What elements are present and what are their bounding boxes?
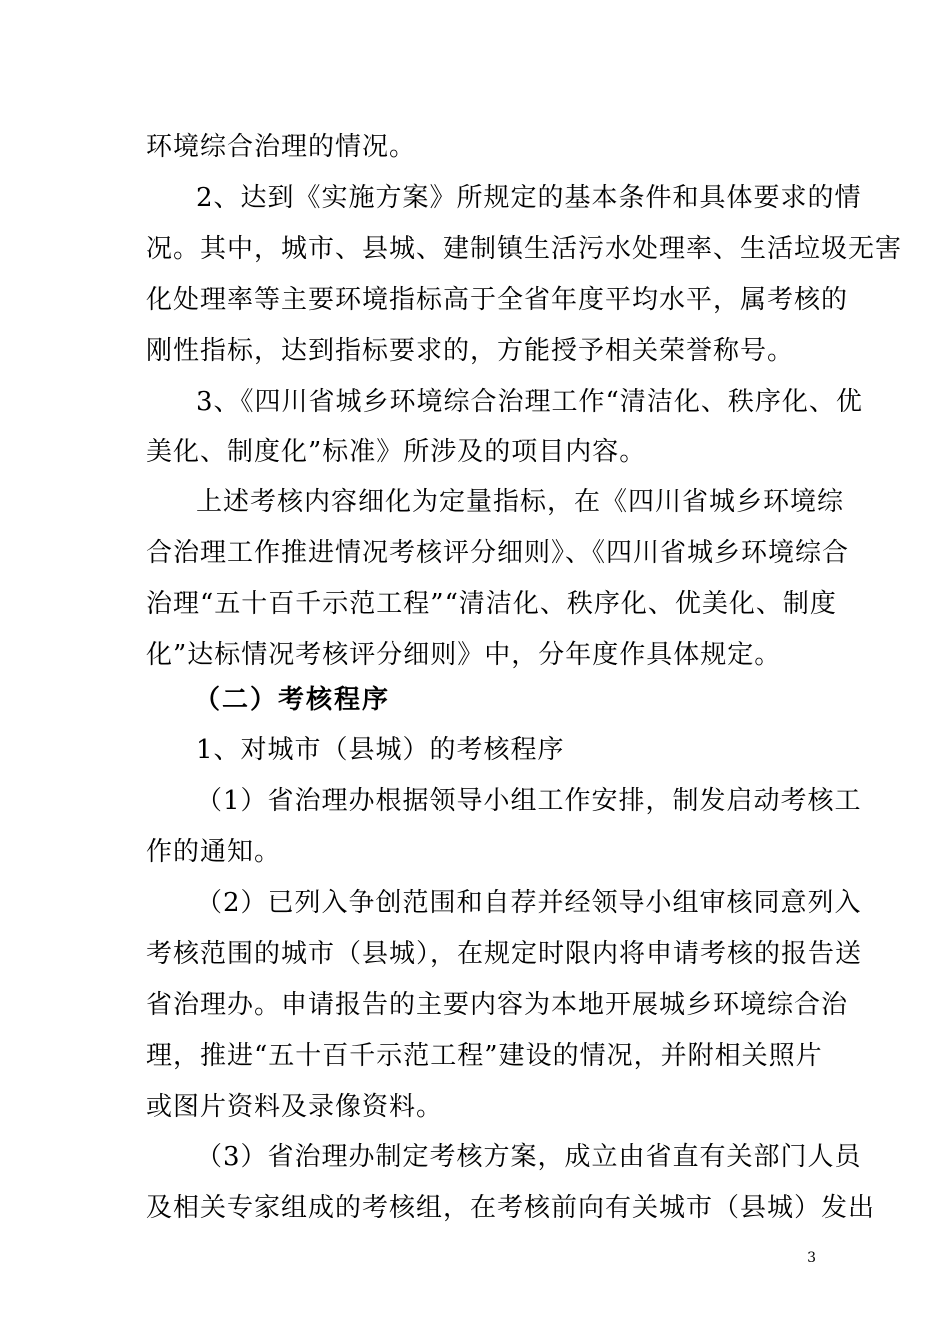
body-text-line: （2）已列入争创范围和自荐并经领导小组审核同意列入 <box>196 888 862 918</box>
body-text-line: 美化、制度化”标准》所涉及的项目内容。 <box>146 437 647 467</box>
body-text-line: 或图片资料及录像资料。 <box>146 1092 444 1122</box>
body-text-line: 刚性指标，达到指标要求的，方能授予相关荣誉称号。 <box>146 336 795 366</box>
section-heading: （二）考核程序 <box>194 685 391 715</box>
body-text-line: 合治理工作推进情况考核评分细则》、《四川省城乡环境综合 <box>146 538 850 568</box>
page-number: 3 <box>807 1250 816 1266</box>
body-text-line: 理，推进“五十百千示范工程”建设的情况，并附相关照片 <box>146 1041 823 1071</box>
subsection-heading: 1、对城市（县城）的考核程序 <box>196 735 565 765</box>
body-text-line: 2、达到《实施方案》所规定的基本条件和具体要求的情 <box>196 183 862 213</box>
body-text-line: 省治理办。申请报告的主要内容为本地开展城乡环境综合治 <box>146 990 849 1020</box>
body-text-line: （3）省治理办制定考核方案，成立由省直有关部门人员 <box>196 1142 862 1172</box>
body-text-line: 作的通知。 <box>146 837 282 867</box>
body-text-line: （1）省治理办根据领导小组工作安排，制发启动考核工 <box>196 786 862 816</box>
body-text-line: 及相关专家组成的考核组，在考核前向有关城市（县城）发出 <box>146 1193 876 1223</box>
body-text-line: 治理“五十百千示范工程”“清洁化、秩序化、优美化、制度 <box>146 589 837 619</box>
body-text-line: 环境综合治理的情况。 <box>146 132 417 162</box>
body-text-line: 3、《四川省城乡环境综合治理工作“清洁化、秩序化、优 <box>196 387 863 417</box>
body-text-line: 考核范围的城市（县城），在规定时限内将申请考核的报告送 <box>146 939 863 969</box>
body-text-line: 况。其中，城市、县城、建制镇生活污水处理率、生活垃圾无害 <box>146 234 903 264</box>
body-text-line: 化处理率等主要环境指标高于全省年度平均水平，属考核的 <box>146 285 849 315</box>
body-text-line: 化”达标情况考核评分细则》中，分年度作具体规定。 <box>146 640 782 670</box>
body-text-line: 上述考核内容细化为定量指标，在《四川省城乡环境综 <box>196 487 845 517</box>
